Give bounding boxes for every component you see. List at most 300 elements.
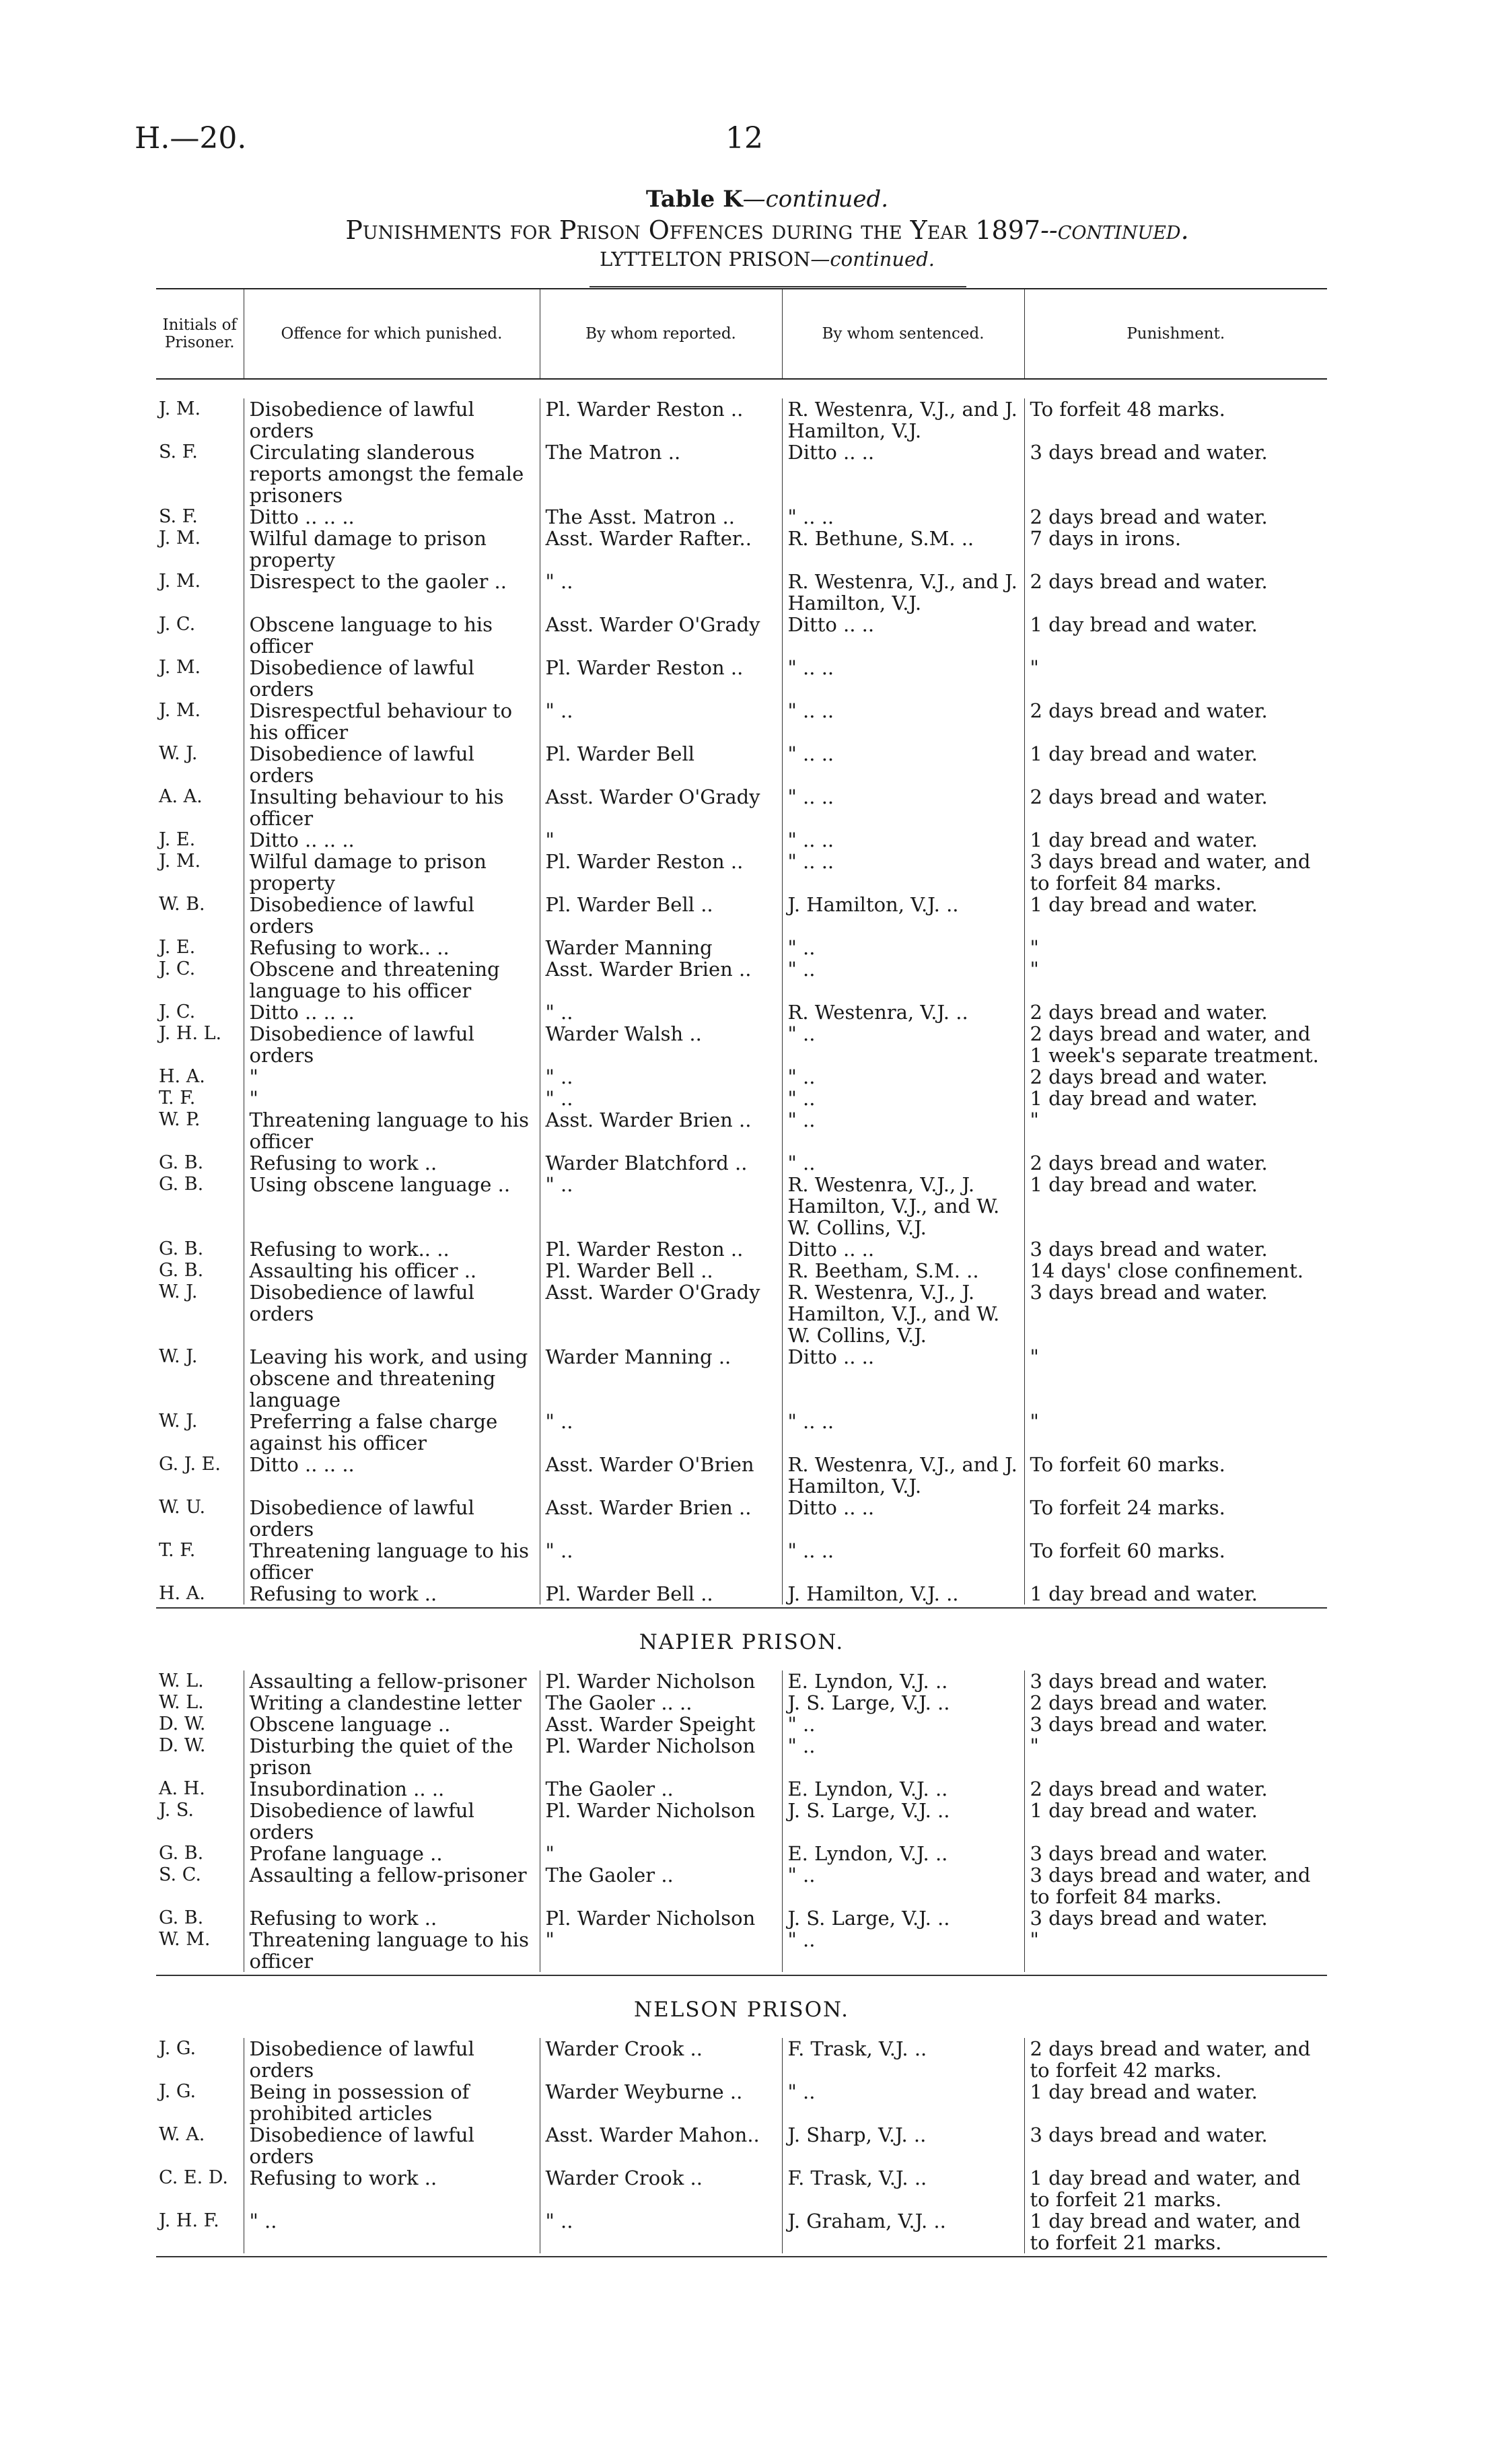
initials-cell: W. M.: [159, 1929, 211, 1950]
table-row: [156, 1540, 1327, 1583]
offence-cell: Disobedience of lawful orders: [244, 1497, 540, 1540]
sentenced-by-cell: " ..: [782, 1929, 1024, 1972]
initials-cell: W. J.: [159, 743, 198, 764]
punishment-cell: ": [1024, 958, 1327, 1001]
initials-cell: J. E.: [159, 829, 196, 850]
table-body: [156, 379, 1327, 2257]
offence-cell: Refusing to work ..: [244, 1907, 540, 1929]
sentenced-by-cell: " .. ..: [782, 506, 1024, 528]
reported-by-cell: Pl. Warder Bell ..: [540, 1260, 782, 1281]
table-row: [156, 1670, 1327, 1692]
prison-heading: [155, 246, 1380, 272]
offence-cell: Disobedience of lawful orders: [244, 398, 540, 442]
offence-cell: Circulating slanderous reports amongst the female prisoners: [244, 442, 540, 506]
sentenced-by-cell: " ..: [782, 958, 1024, 1001]
punishment-cell: To forfeit 48 marks.: [1024, 398, 1327, 442]
reported-by-cell: Warder Walsh ..: [540, 1023, 782, 1066]
table-subtitle: [155, 214, 1380, 246]
initials-cell: J. H. L.: [159, 1023, 222, 1044]
offence-cell: Using obscene language ..: [244, 1174, 540, 1238]
reported-by-cell: " ..: [540, 1540, 782, 1583]
punishment-cell: To forfeit 60 marks.: [1024, 1454, 1327, 1497]
initials-cell: C. E. D.: [159, 2167, 229, 2188]
reported-by-cell: The Gaoler ..: [540, 1864, 782, 1907]
sentenced-by-cell: " ..: [782, 937, 1024, 958]
reported-by-cell: Pl. Warder Nicholson: [540, 1735, 782, 1778]
initials-cell: J. M.: [159, 851, 201, 872]
offence-cell: Obscene and threatening language to his officer: [244, 958, 540, 1001]
initials-cell: A. A.: [159, 786, 203, 807]
sentenced-by-cell: " ..: [782, 1864, 1024, 1907]
sentenced-by-cell: Ditto .. ..: [782, 1497, 1024, 1540]
reported-by-cell: Asst. Warder Speight: [540, 1714, 782, 1735]
section-heading-row: [156, 1975, 1327, 2038]
offence-cell: Disobedience of lawful orders: [244, 1023, 540, 1066]
offence-cell: Disobedience of lawful orders: [244, 1800, 540, 1843]
punishment-cell: 3 days bread and water.: [1024, 2124, 1327, 2167]
reported-by-cell: Warder Manning ..: [540, 1346, 782, 1411]
punishments-table: [156, 288, 1327, 2257]
initials-cell: G. J. E.: [159, 1454, 221, 1475]
initials-cell: J. M.: [159, 700, 201, 721]
initials-cell: G. B.: [159, 1238, 204, 1259]
offence-cell: Ditto .. .. ..: [244, 1001, 540, 1023]
initials-cell: S. C.: [159, 1864, 201, 1885]
offence-cell: Obscene language to his officer: [244, 614, 540, 657]
header-row: [156, 289, 1327, 379]
sentenced-by-cell: " ..: [782, 1066, 1024, 1088]
title-block: [155, 184, 1380, 272]
punishment-cell: 1 day bread and water.: [1024, 894, 1327, 937]
sentenced-by-cell: J. S. Large, V.J. ..: [782, 1692, 1024, 1714]
offence-cell: Disturbing the quiet of the prison: [244, 1735, 540, 1778]
offence-cell: Ditto .. .. ..: [244, 1454, 540, 1497]
table-row: [156, 398, 1327, 442]
punishment-cell: 3 days bread and water.: [1024, 1670, 1327, 1692]
offence-cell: Obscene language ..: [244, 1714, 540, 1735]
sentenced-by-cell: " ..: [782, 1088, 1024, 1109]
punishment-cell: ": [1024, 1109, 1327, 1152]
offence-cell: Insulting behaviour to his officer: [244, 786, 540, 829]
reported-by-cell: ": [540, 1843, 782, 1864]
reported-by-cell: Asst. Warder Brien ..: [540, 1497, 782, 1540]
offence-cell: Refusing to work.. ..: [244, 1238, 540, 1260]
reported-by-cell: Asst. Warder O'Grady: [540, 786, 782, 829]
table-row: [156, 2167, 1327, 2210]
table-row: [156, 2038, 1327, 2081]
offence-cell: Threatening language to his officer: [244, 1929, 540, 1972]
col-header-sentenced: By whom sentenced.: [782, 289, 1024, 379]
initials-cell: G. B.: [159, 1843, 204, 1864]
offence-cell: Refusing to work ..: [244, 2167, 540, 2210]
offence-cell: Writing a clandestine letter: [244, 1692, 540, 1714]
table-row: [156, 506, 1327, 528]
table-row: [156, 2081, 1327, 2124]
sentenced-by-cell: " .. ..: [782, 1540, 1024, 1583]
sentenced-by-cell: " ..: [782, 1023, 1024, 1066]
table-row: [156, 1800, 1327, 1843]
reported-by-cell: Asst. Warder Mahon..: [540, 2124, 782, 2167]
punishment-cell: 14 days' close confinement.: [1024, 1260, 1327, 1281]
initials-cell: W. J.: [159, 1346, 198, 1367]
punishment-cell: ": [1024, 657, 1327, 700]
table-row: [156, 442, 1327, 506]
table-row: [156, 2210, 1327, 2253]
reported-by-cell: Warder Crook ..: [540, 2167, 782, 2210]
table-row: [156, 1907, 1327, 1929]
table-row: [156, 1692, 1327, 1714]
punishment-cell: 1 day bread and water.: [1024, 743, 1327, 786]
offence-cell: Refusing to work ..: [244, 1583, 540, 1605]
initials-cell: W. B.: [159, 894, 205, 915]
table-row: [156, 1023, 1327, 1066]
sentenced-by-cell: R. Westenra, V.J., and J. Hamilton, V.J.: [782, 1454, 1024, 1497]
punishment-cell: 1 day bread and water, and to forfeit 21 marks.: [1024, 2210, 1327, 2253]
initials-cell: J. C.: [159, 958, 196, 979]
initials-cell: W. L.: [159, 1670, 204, 1691]
reported-by-cell: Asst. Warder O'Grady: [540, 1281, 782, 1346]
sentenced-by-cell: Ditto .. ..: [782, 1238, 1024, 1260]
punishment-cell: 2 days bread and water.: [1024, 571, 1327, 614]
reported-by-cell: " ..: [540, 1088, 782, 1109]
table-row: [156, 1281, 1327, 1346]
offence-cell: Disobedience of lawful orders: [244, 657, 540, 700]
initials-cell: S. F.: [159, 506, 198, 527]
initials-cell: W. J.: [159, 1411, 198, 1432]
section-heading: NELSON PRISON.: [156, 1975, 1327, 2038]
punishment-cell: 2 days bread and water.: [1024, 700, 1327, 743]
initials-cell: D. W.: [159, 1735, 206, 1756]
reported-by-cell: Warder Crook ..: [540, 2038, 782, 2081]
punishment-cell: 1 day bread and water.: [1024, 614, 1327, 657]
punishment-cell: 2 days bread and water, and 1 week's separate treatment.: [1024, 1023, 1327, 1066]
initials-cell: J. G.: [159, 2081, 196, 2102]
section-heading: NAPIER PRISON.: [156, 1608, 1327, 1670]
reported-by-cell: The Gaoler .. ..: [540, 1692, 782, 1714]
punishment-cell: 1 day bread and water, and to forfeit 21 marks.: [1024, 2167, 1327, 2210]
offence-cell: Wilful damage to prison property: [244, 528, 540, 571]
sentenced-by-cell: " .. ..: [782, 829, 1024, 851]
initials-cell: T. F.: [159, 1088, 196, 1108]
table-row: [156, 1454, 1327, 1497]
sentenced-by-cell: E. Lyndon, V.J. ..: [782, 1778, 1024, 1800]
table-row: [156, 829, 1327, 851]
punishment-cell: To forfeit 24 marks.: [1024, 1497, 1327, 1540]
reported-by-cell: " ..: [540, 1174, 782, 1238]
reported-by-cell: Pl. Warder Reston ..: [540, 398, 782, 442]
reported-by-cell: Asst. Warder O'Brien: [540, 1454, 782, 1497]
punishment-cell: 2 days bread and water.: [1024, 786, 1327, 829]
prison-name: LYTTELTON PRISON: [600, 248, 811, 271]
offence-cell: Threatening language to his officer: [244, 1540, 540, 1583]
sentenced-by-cell: " ..: [782, 1735, 1024, 1778]
punishment-cell: 3 days bread and water, and to forfeit 84 marks.: [1024, 1864, 1327, 1907]
punishment-cell: 1 day bread and water.: [1024, 1800, 1327, 1843]
initials-cell: W. P.: [159, 1109, 201, 1130]
reported-by-cell: " ..: [540, 571, 782, 614]
table-row: [156, 528, 1327, 571]
offence-cell: Assaulting a fellow-prisoner: [244, 1670, 540, 1692]
table-row: [156, 958, 1327, 1001]
offence-cell: Refusing to work.. ..: [244, 937, 540, 958]
sentenced-by-cell: R. Westenra, V.J., and J. Hamilton, V.J.: [782, 398, 1024, 442]
table-row: [156, 937, 1327, 958]
initials-cell: W. A.: [159, 2124, 205, 2145]
table-row: [156, 1411, 1327, 1454]
table-row: [156, 743, 1327, 786]
title-rule: [589, 286, 966, 287]
offence-cell: Assaulting a fellow-prisoner: [244, 1864, 540, 1907]
table-row: [156, 1109, 1327, 1152]
table-row: [156, 1778, 1327, 1800]
initials-cell: J. C.: [159, 614, 196, 635]
sentenced-by-cell: R. Westenra, V.J., J. Hamilton, V.J., and W. W. Collins, V.J.: [782, 1174, 1024, 1238]
punishment-cell: 1 day bread and water.: [1024, 1174, 1327, 1238]
punishment-cell: ": [1024, 1411, 1327, 1454]
table-row: [156, 1864, 1327, 1907]
punishment-cell: 2 days bread and water.: [1024, 1152, 1327, 1174]
offence-cell: ": [244, 1066, 540, 1088]
table-row: [156, 1735, 1327, 1778]
sentenced-by-cell: J. Hamilton, V.J. ..: [782, 894, 1024, 937]
subtitle-cont: --continued.: [1040, 215, 1189, 245]
initials-cell: A. H.: [159, 1778, 205, 1799]
punishment-cell: 3 days bread and water.: [1024, 1238, 1327, 1260]
sentenced-by-cell: F. Trask, V.J. ..: [782, 2038, 1024, 2081]
sentenced-by-cell: " .. ..: [782, 743, 1024, 786]
punishment-cell: 3 days bread and water.: [1024, 1281, 1327, 1346]
offence-cell: Disrespect to the gaoler ..: [244, 571, 540, 614]
punishment-cell: 3 days bread and water.: [1024, 1907, 1327, 1929]
offence-cell: ": [244, 1088, 540, 1109]
initials-cell: W. U.: [159, 1497, 206, 1518]
table-row: [156, 1843, 1327, 1864]
initials-cell: T. F.: [159, 1540, 196, 1561]
offence-cell: " ..: [244, 2210, 540, 2253]
reported-by-cell: Pl. Warder Bell: [540, 743, 782, 786]
offence-cell: Being in possession of prohibited articles: [244, 2081, 540, 2124]
offence-cell: Disobedience of lawful orders: [244, 2124, 540, 2167]
reported-by-cell: Pl. Warder Reston ..: [540, 851, 782, 894]
table-row: [156, 1066, 1327, 1088]
sentenced-by-cell: J. Graham, V.J. ..: [782, 2210, 1024, 2253]
reported-by-cell: Warder Blatchford ..: [540, 1152, 782, 1174]
reported-by-cell: Pl. Warder Nicholson: [540, 1907, 782, 1929]
offence-cell: Disobedience of lawful orders: [244, 894, 540, 937]
initials-cell: H. A.: [159, 1066, 205, 1087]
punishment-cell: 1 day bread and water.: [1024, 829, 1327, 851]
table-row: [156, 894, 1327, 937]
initials-cell: J. E.: [159, 937, 196, 958]
sentenced-by-cell: " .. ..: [782, 700, 1024, 743]
reported-by-cell: ": [540, 829, 782, 851]
table-row: [156, 1238, 1327, 1260]
sentenced-by-cell: R. Bethune, S.M. ..: [782, 528, 1024, 571]
punishment-cell: ": [1024, 1929, 1327, 1972]
initials-cell: W. L.: [159, 1692, 204, 1713]
sentenced-by-cell: R. Westenra, V.J., and J. Hamilton, V.J.: [782, 571, 1024, 614]
spacer-row: [156, 379, 1327, 398]
punishment-cell: 2 days bread and water.: [1024, 1692, 1327, 1714]
offence-cell: Refusing to work ..: [244, 1152, 540, 1174]
initials-cell: J. M.: [159, 657, 201, 678]
offence-cell: Disobedience of lawful orders: [244, 2038, 540, 2081]
offence-cell: Threatening language to his officer: [244, 1109, 540, 1152]
reported-by-cell: Pl. Warder Reston ..: [540, 1238, 782, 1260]
subtitle-text: Punishments for Prison Offences during the Year 1897: [345, 215, 1041, 245]
sentenced-by-cell: J. S. Large, V.J. ..: [782, 1907, 1024, 1929]
table-row: [156, 1001, 1327, 1023]
sentenced-by-cell: " ..: [782, 2081, 1024, 2124]
sentenced-by-cell: " ..: [782, 1109, 1024, 1152]
table-row: [156, 657, 1327, 700]
reported-by-cell: The Matron ..: [540, 442, 782, 506]
reported-by-cell: " ..: [540, 1001, 782, 1023]
punishment-cell: 2 days bread and water.: [1024, 1778, 1327, 1800]
sentenced-by-cell: R. Beetham, S.M. ..: [782, 1260, 1024, 1281]
reported-by-cell: Pl. Warder Bell ..: [540, 1583, 782, 1605]
table-row: [156, 2124, 1327, 2167]
initials-cell: G. B.: [159, 1260, 204, 1281]
initials-cell: G. B.: [159, 1152, 204, 1173]
col-header-initials: Initials of Prisoner.: [156, 289, 244, 379]
table-row: [156, 1260, 1327, 1281]
sentenced-by-cell: Ditto .. ..: [782, 442, 1024, 506]
initials-cell: J. C.: [159, 1001, 196, 1022]
offence-cell: Leaving his work, and using obscene and threatening language: [244, 1346, 540, 1411]
sentenced-by-cell: F. Trask, V.J. ..: [782, 2167, 1024, 2210]
sentenced-by-cell: E. Lyndon, V.J. ..: [782, 1670, 1024, 1692]
offence-cell: Disrespectful behaviour to his officer: [244, 700, 540, 743]
reported-by-cell: Pl. Warder Nicholson: [540, 1670, 782, 1692]
initials-cell: G. B.: [159, 1907, 204, 1928]
sentenced-by-cell: R. Westenra, V.J. ..: [782, 1001, 1024, 1023]
sentenced-by-cell: " .. ..: [782, 657, 1024, 700]
col-header-punishment: Punishment.: [1024, 289, 1327, 379]
reported-by-cell: Pl. Warder Reston ..: [540, 657, 782, 700]
sentenced-by-cell: " ..: [782, 1152, 1024, 1174]
reported-by-cell: Warder Weyburne ..: [540, 2081, 782, 2124]
section-heading-row: [156, 1608, 1327, 1670]
offence-cell: Wilful damage to prison property: [244, 851, 540, 894]
sentenced-by-cell: J. S. Large, V.J. ..: [782, 1800, 1024, 1843]
punishment-cell: 2 days bread and water, and to forfeit 42 marks.: [1024, 2038, 1327, 2081]
table-title: [155, 184, 1380, 214]
reported-by-cell: " ..: [540, 2210, 782, 2253]
initials-cell: W. J.: [159, 1281, 198, 1302]
initials-cell: J. S.: [159, 1800, 194, 1821]
punishment-cell: 2 days bread and water.: [1024, 1001, 1327, 1023]
sentenced-by-cell: Ditto .. ..: [782, 614, 1024, 657]
page-number: 12: [725, 121, 763, 155]
reported-by-cell: The Gaoler ..: [540, 1778, 782, 1800]
initials-cell: J. M.: [159, 528, 201, 549]
punishment-cell: ": [1024, 1346, 1327, 1411]
initials-cell: J. H. F.: [159, 2210, 219, 2231]
table-cont: —continued.: [742, 186, 889, 213]
offence-cell: Ditto .. .. ..: [244, 506, 540, 528]
sentenced-by-cell: " .. ..: [782, 786, 1024, 829]
reported-by-cell: ": [540, 1929, 782, 1972]
table-row: [156, 1929, 1327, 1972]
initials-cell: S. F.: [159, 442, 198, 462]
table-row: [156, 1583, 1327, 1605]
punishment-cell: 3 days bread and water.: [1024, 1843, 1327, 1864]
initials-cell: D. W.: [159, 1714, 206, 1734]
prison-cont: —continued.: [810, 248, 935, 271]
reported-by-cell: Pl. Warder Nicholson: [540, 1800, 782, 1843]
reported-by-cell: Asst. Warder Brien ..: [540, 958, 782, 1001]
reported-by-cell: Asst. Warder O'Grady: [540, 614, 782, 657]
reported-by-cell: Asst. Warder Rafter..: [540, 528, 782, 571]
punishment-cell: ": [1024, 1735, 1327, 1778]
punishment-cell: ": [1024, 937, 1327, 958]
table-row: [156, 1088, 1327, 1109]
sentenced-by-cell: J. Sharp, V.J. ..: [782, 2124, 1024, 2167]
reported-by-cell: " ..: [540, 700, 782, 743]
table-row: [156, 1497, 1327, 1540]
initials-cell: J. G.: [159, 2038, 196, 2059]
col-header-offence: Offence for which punished.: [244, 289, 540, 379]
table-row: [156, 1174, 1327, 1238]
table-row: [156, 1346, 1327, 1411]
reported-by-cell: The Asst. Matron ..: [540, 506, 782, 528]
offence-cell: Disobedience of lawful orders: [244, 1281, 540, 1346]
series-label: H.—20.: [135, 121, 247, 155]
initials-cell: J. M.: [159, 398, 201, 419]
reported-by-cell: Warder Manning: [540, 937, 782, 958]
punishment-cell: 1 day bread and water.: [1024, 1088, 1327, 1109]
offence-cell: Profane language ..: [244, 1843, 540, 1864]
table-row: [156, 1152, 1327, 1174]
punishment-cell: 2 days bread and water.: [1024, 506, 1327, 528]
reported-by-cell: Pl. Warder Bell ..: [540, 894, 782, 937]
table-row: [156, 571, 1327, 614]
table-row: [156, 614, 1327, 657]
punishment-cell: To forfeit 60 marks.: [1024, 1540, 1327, 1583]
offence-cell: Preferring a false charge against his officer: [244, 1411, 540, 1454]
punishment-cell: 1 day bread and water.: [1024, 2081, 1327, 2124]
table-row: [156, 786, 1327, 829]
offence-cell: Disobedience of lawful orders: [244, 743, 540, 786]
sentenced-by-cell: " ..: [782, 1714, 1024, 1735]
sentenced-by-cell: R. Westenra, V.J., J. Hamilton, V.J., and W. W. Collins, V.J.: [782, 1281, 1024, 1346]
punishment-cell: 3 days bread and water, and to forfeit 84 marks.: [1024, 851, 1327, 894]
punishment-cell: 1 day bread and water.: [1024, 1583, 1327, 1605]
reported-by-cell: Asst. Warder Brien ..: [540, 1109, 782, 1152]
sentenced-by-cell: E. Lyndon, V.J. ..: [782, 1843, 1024, 1864]
sentenced-by-cell: " .. ..: [782, 1411, 1024, 1454]
table-row: [156, 700, 1327, 743]
sentenced-by-cell: " .. ..: [782, 851, 1024, 894]
reported-by-cell: " ..: [540, 1411, 782, 1454]
sentenced-by-cell: Ditto .. ..: [782, 1346, 1024, 1411]
initials-cell: J. M.: [159, 571, 201, 592]
punishment-cell: 7 days in irons.: [1024, 528, 1327, 571]
punishment-cell: 2 days bread and water.: [1024, 1066, 1327, 1088]
col-header-reported: By whom reported.: [540, 289, 782, 379]
offence-cell: Ditto .. .. ..: [244, 829, 540, 851]
table-row: [156, 851, 1327, 894]
sentenced-by-cell: J. Hamilton, V.J. ..: [782, 1583, 1024, 1605]
table-row: [156, 1714, 1327, 1735]
reported-by-cell: " ..: [540, 1066, 782, 1088]
offence-cell: Assaulting his officer ..: [244, 1260, 540, 1281]
punishment-cell: 3 days bread and water.: [1024, 442, 1327, 506]
offence-cell: Insubordination .. ..: [244, 1778, 540, 1800]
initials-cell: G. B.: [159, 1174, 204, 1195]
punishment-cell: 3 days bread and water.: [1024, 1714, 1327, 1735]
